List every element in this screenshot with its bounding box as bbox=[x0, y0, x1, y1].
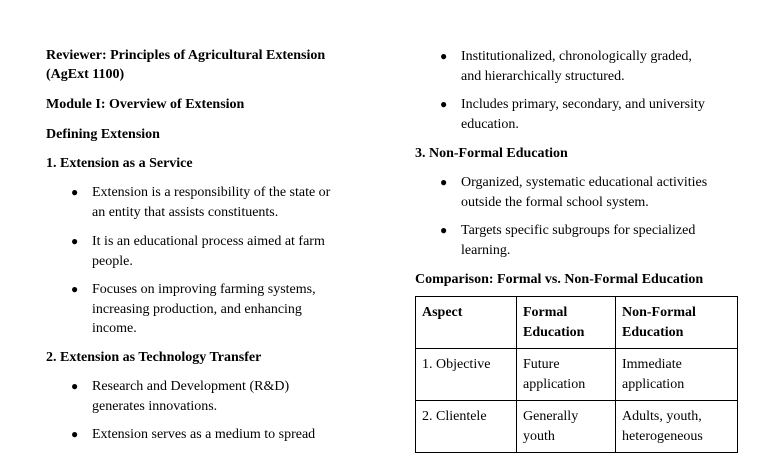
title-line-2: (AgExt 1100) bbox=[46, 67, 125, 82]
section-1-heading: 1. Extension as a Service bbox=[46, 156, 193, 171]
bullet-icon: ● bbox=[440, 175, 448, 189]
defining-heading: Defining Extension bbox=[46, 127, 160, 142]
bullet-icon: ● bbox=[440, 223, 448, 237]
bullet-icon: ● bbox=[71, 282, 79, 296]
table-cell: Immediate application bbox=[616, 349, 738, 401]
list-item: ● Targets specific subgroups for specialized learning. bbox=[440, 223, 696, 258]
list-item: ● It is an educational process aimed at farm people. bbox=[71, 234, 325, 269]
section-3-heading: 3. Non-Formal Education bbox=[415, 146, 568, 161]
table-cell: Generally youth bbox=[517, 401, 616, 453]
table-cell: 1. Objective bbox=[416, 349, 517, 401]
section-2-heading: 2. Extension as Technology Transfer bbox=[46, 350, 262, 365]
comparison-table bbox=[415, 296, 738, 453]
table-header-cell: Formal Education bbox=[517, 297, 616, 349]
table-cell: Adults, youth, heterogeneous bbox=[616, 401, 738, 453]
list-item: ● Extension is a responsibility of the state or an entity that assists constituents. bbox=[71, 185, 331, 220]
list-item: ● Institutionalized, chronologically graded, and hierarchically structured. bbox=[440, 49, 692, 84]
table-header-row bbox=[416, 297, 738, 349]
list-item: ● Extension serves as a medium to spread bbox=[92, 425, 315, 445]
bullet-icon: ● bbox=[71, 234, 79, 248]
list-item: ● Research and Development (R&D) generates innovations. bbox=[71, 379, 290, 414]
bullet-icon: ● bbox=[440, 97, 448, 111]
comparison-heading: Comparison: Formal vs. Non-Formal Education bbox=[415, 272, 704, 287]
list-item: ● Focuses on improving farming systems, increasing production, and enhancing income. bbox=[71, 282, 316, 336]
bullet-icon: ● bbox=[71, 185, 79, 199]
table-cell: Future application bbox=[517, 349, 616, 401]
title-line-1: Reviewer: Principles of Agricultural Extension bbox=[46, 48, 326, 63]
table-header-cell: Non-Formal Education bbox=[616, 297, 738, 349]
bullet-icon: ● bbox=[71, 379, 79, 393]
list-item: ● Organized, systematic educational activities outside the formal school system. bbox=[440, 175, 708, 210]
list-item: ● Includes primary, secondary, and university education. bbox=[440, 97, 705, 132]
table-row bbox=[416, 349, 738, 401]
document-title bbox=[46, 46, 325, 84]
bullet-icon: ● bbox=[71, 427, 79, 441]
bullet-icon: ● bbox=[440, 49, 448, 63]
table-header-cell: Aspect bbox=[416, 297, 517, 349]
table-cell: 2. Clientele bbox=[416, 401, 517, 453]
table-row bbox=[416, 401, 738, 453]
module-heading: Module I: Overview of Extension bbox=[46, 97, 245, 112]
